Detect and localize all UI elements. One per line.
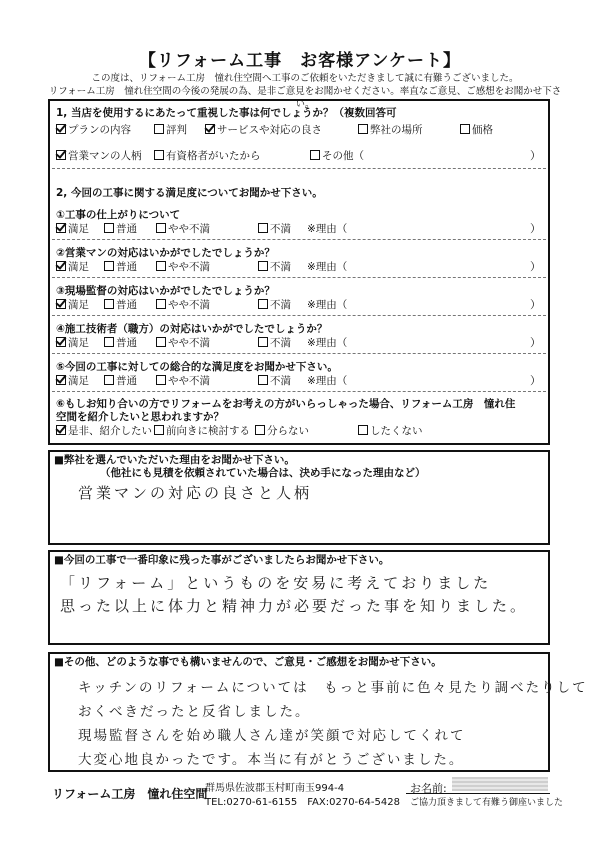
checkbox[interactable] <box>460 124 470 134</box>
q6-option-no[interactable] <box>358 423 423 438</box>
checkbox[interactable] <box>154 124 164 134</box>
q2-rating-option[interactable] <box>56 335 89 350</box>
reason-label: ※理由（ <box>307 337 348 349</box>
q2-item-title: ④施工技術者（職方）の対応はいかがでしたでしょうか？ <box>56 323 328 335</box>
option-label: やや不満 <box>168 223 210 235</box>
q1-option-reputation[interactable] <box>154 122 187 137</box>
intro-line-2: リフォーム工房 憧れ住空間の今後の発展の為、是非ご意見をお聞かせください。率直なご意見、ご感想をお聞かせ下さい。 <box>48 86 562 110</box>
option-label: 満足 <box>68 261 89 273</box>
option-label: 不満 <box>270 375 291 387</box>
checkbox[interactable] <box>104 375 114 385</box>
footer-thanks: ご協力頂きまして有難う御座いました <box>410 798 564 808</box>
q1-title: 1, 当店を使用するにあたって重視した事は何でしょうか？（複数回答可 <box>56 107 397 119</box>
q2-rating-option[interactable] <box>156 221 210 236</box>
reason-close-paren: ） <box>530 260 541 273</box>
checkbox[interactable] <box>156 337 166 347</box>
redacted-name-field[interactable] <box>452 777 548 791</box>
q1-option-service[interactable] <box>205 122 322 137</box>
q2-item-title: ⑤今回の工事に対しての総合的な満足度をお聞かせ下さい。 <box>56 361 338 373</box>
q2-item-title: ②営業マンの対応はいかがでしたでしょうか？ <box>56 247 275 259</box>
option-label: その他（ <box>322 150 364 162</box>
q1-option-qualified[interactable] <box>154 148 261 163</box>
q2-rating-option[interactable] <box>258 373 291 388</box>
checkbox-checked[interactable] <box>56 223 66 233</box>
reason-answer: 営業マンの対応の良さと人柄 <box>78 484 313 502</box>
checkbox-checked[interactable] <box>56 375 66 385</box>
footer-tel-fax: TEL:0270-61-6155 FAX:0270-64-5428 <box>205 797 400 808</box>
option-label: 有資格者がいたから <box>166 150 261 162</box>
intro-line-1: この度は、リフォーム工房 憧れ住空間へ工事のご依頼をいただきまして誠に有難うございました。 <box>91 73 519 84</box>
checkbox[interactable] <box>258 375 268 385</box>
q2-title: 2, 今回の工事に関する満足度についてお聞かせ下さい。 <box>56 187 323 199</box>
checkbox[interactable] <box>258 337 268 347</box>
other-answer-line-3: 現場監督さんを始め職人さん達が笑顔で対応してくれて <box>78 728 466 744</box>
q2-rating-option[interactable] <box>156 335 210 350</box>
reason-label: ※理由（ <box>307 261 348 273</box>
q6-option-yes[interactable] <box>56 423 152 438</box>
q1-close-paren: ） <box>530 149 541 162</box>
q2-rating-option[interactable] <box>56 221 89 236</box>
checkbox[interactable] <box>154 150 164 160</box>
checkbox[interactable] <box>156 223 166 233</box>
option-label: やや不満 <box>168 299 210 311</box>
q2-rating-option[interactable] <box>104 259 137 274</box>
q2-rating-option[interactable] <box>104 297 137 312</box>
option-label: したくない <box>370 425 423 437</box>
q2-rating-option[interactable] <box>56 259 89 274</box>
q6-title-line-1: ⑥もしお知り合いの方でリフォームをお考えの方がいらっしゃった場合、リフォーム工房 憧れ住 <box>56 398 516 410</box>
name-underline <box>406 793 550 794</box>
q6-title-line-2: 空間を紹介したいと思われますか？ <box>56 411 224 423</box>
q2-rating-option[interactable] <box>258 297 291 312</box>
checkbox-checked[interactable] <box>56 261 66 271</box>
other-answer-line-2: おくべきだったと反省しました。 <box>78 704 311 720</box>
impression-header: ■今回の工事で一番印象に残った事がございましたらお聞かせ下さい。 <box>54 554 390 566</box>
option-label: 価格 <box>472 124 493 136</box>
other-answer-line-1: キッチンのリフォームについては もっと事前に色々見たり調べたりして <box>78 680 588 696</box>
checkbox[interactable] <box>255 425 265 435</box>
checkbox[interactable] <box>156 375 166 385</box>
option-label: 前向きに検討する <box>166 425 250 437</box>
impression-answer-line-1: 「リフォーム」というものを安易に考えておりました <box>60 574 492 592</box>
option-label: プランの内容 <box>68 124 131 136</box>
reason-label: ※理由（ <box>307 375 348 387</box>
footer-name-label: お名前: <box>410 782 447 795</box>
option-label: 分らない <box>267 425 309 437</box>
q2-rating-option[interactable] <box>104 335 137 350</box>
reason-header: ■弊社を選んでいただいた理由をお聞かせ下さい。 <box>54 454 295 466</box>
checkbox-checked[interactable] <box>56 299 66 309</box>
divider <box>52 277 546 278</box>
option-label: 不満 <box>270 299 291 311</box>
checkbox[interactable] <box>358 425 368 435</box>
option-label: 不満 <box>270 261 291 273</box>
checkbox[interactable] <box>154 425 164 435</box>
divider <box>52 391 546 392</box>
checkbox[interactable] <box>156 299 166 309</box>
reason-close-paren: ） <box>530 222 541 235</box>
option-label: 不満 <box>270 337 291 349</box>
q2-rating-option[interactable] <box>258 259 291 274</box>
q2-item-title: ①工事の仕上がりについて <box>56 209 181 221</box>
checkbox[interactable] <box>358 124 368 134</box>
option-label: 普通 <box>116 337 137 349</box>
other-header: ■その他、どのような事でも構いませんので、ご意見・ご感想をお聞かせ下さい。 <box>54 656 442 668</box>
q1-option-sales-personality[interactable] <box>56 148 142 163</box>
option-label: 普通 <box>116 223 137 235</box>
option-label: やや不満 <box>168 261 210 273</box>
footer-address: 群馬県佐波郡玉村町南玉994-4 <box>205 783 345 794</box>
checkbox[interactable] <box>258 261 268 271</box>
reason-label: ※理由（ <box>307 223 348 235</box>
footer-shop-name: リフォーム工房 憧れ住空間 <box>52 787 208 801</box>
checkbox-checked[interactable] <box>56 337 66 347</box>
option-label: 不満 <box>270 223 291 235</box>
q1-option-plan[interactable] <box>56 122 131 137</box>
q2-rating-option[interactable] <box>258 335 291 350</box>
other-answer-line-4: 大変心地良かったです。本当に有がとうございました。 <box>78 752 465 768</box>
checkbox[interactable] <box>104 299 114 309</box>
q2-rating-option[interactable] <box>258 221 291 236</box>
checkbox[interactable] <box>258 223 268 233</box>
q2-item-title: ③現場監督の対応はいかがでしたでしょうか？ <box>56 285 275 297</box>
option-label: 満足 <box>68 299 89 311</box>
option-label: 普通 <box>116 375 137 387</box>
divider <box>52 315 546 316</box>
divider <box>52 168 546 169</box>
q2-rating-option[interactable] <box>156 373 210 388</box>
q1-option-price[interactable] <box>460 122 493 137</box>
checkbox[interactable] <box>104 261 114 271</box>
divider <box>52 353 546 354</box>
q2-rating-option[interactable] <box>156 297 210 312</box>
option-label: 満足 <box>68 337 89 349</box>
reason-subheader: （他社にも見積を依頼されていた場合は、決め手になった理由など） <box>100 467 426 479</box>
option-label: 普通 <box>116 261 137 273</box>
reason-close-paren: ） <box>530 298 541 311</box>
option-label: サービスや対応の良さ <box>217 124 322 136</box>
reason-close-paren: ） <box>530 336 541 349</box>
option-label: 満足 <box>68 223 89 235</box>
q6-option-unsure[interactable] <box>255 423 309 438</box>
option-label: 普通 <box>116 299 137 311</box>
reason-label: ※理由（ <box>307 299 348 311</box>
q1-option-location[interactable] <box>358 122 423 137</box>
option-label: 評判 <box>166 124 187 136</box>
q1-option-other[interactable] <box>310 148 364 163</box>
checkbox-checked[interactable] <box>56 425 66 435</box>
checkbox[interactable] <box>104 223 114 233</box>
checkbox-checked[interactable] <box>56 150 66 160</box>
q2-rating-option[interactable] <box>104 221 137 236</box>
page-title: 【リフォーム工事 お客様アンケート】 <box>138 51 462 71</box>
q2-rating-option[interactable] <box>156 259 210 274</box>
checkbox-checked[interactable] <box>205 124 215 134</box>
checkbox[interactable] <box>104 337 114 347</box>
q2-rating-option[interactable] <box>56 297 89 312</box>
q2-rating-option[interactable] <box>104 373 137 388</box>
reason-close-paren: ） <box>530 374 541 387</box>
impression-answer-line-2: 思った以上に体力と精神力が必要だった事を知りました。 <box>60 597 529 615</box>
checkbox[interactable] <box>310 150 320 160</box>
q6-option-consider[interactable] <box>154 423 250 438</box>
option-label: やや不満 <box>168 375 210 387</box>
checkbox[interactable] <box>156 261 166 271</box>
option-label: 営業マンの人柄 <box>68 150 142 162</box>
option-label: 満足 <box>68 375 89 387</box>
option-label: 是非、紹介したい <box>68 425 152 437</box>
option-label: 弊社の場所 <box>370 124 423 136</box>
option-label: やや不満 <box>168 337 210 349</box>
q2-rating-option[interactable] <box>56 373 89 388</box>
checkbox-checked[interactable] <box>56 124 66 134</box>
checkbox[interactable] <box>258 299 268 309</box>
divider <box>52 239 546 240</box>
